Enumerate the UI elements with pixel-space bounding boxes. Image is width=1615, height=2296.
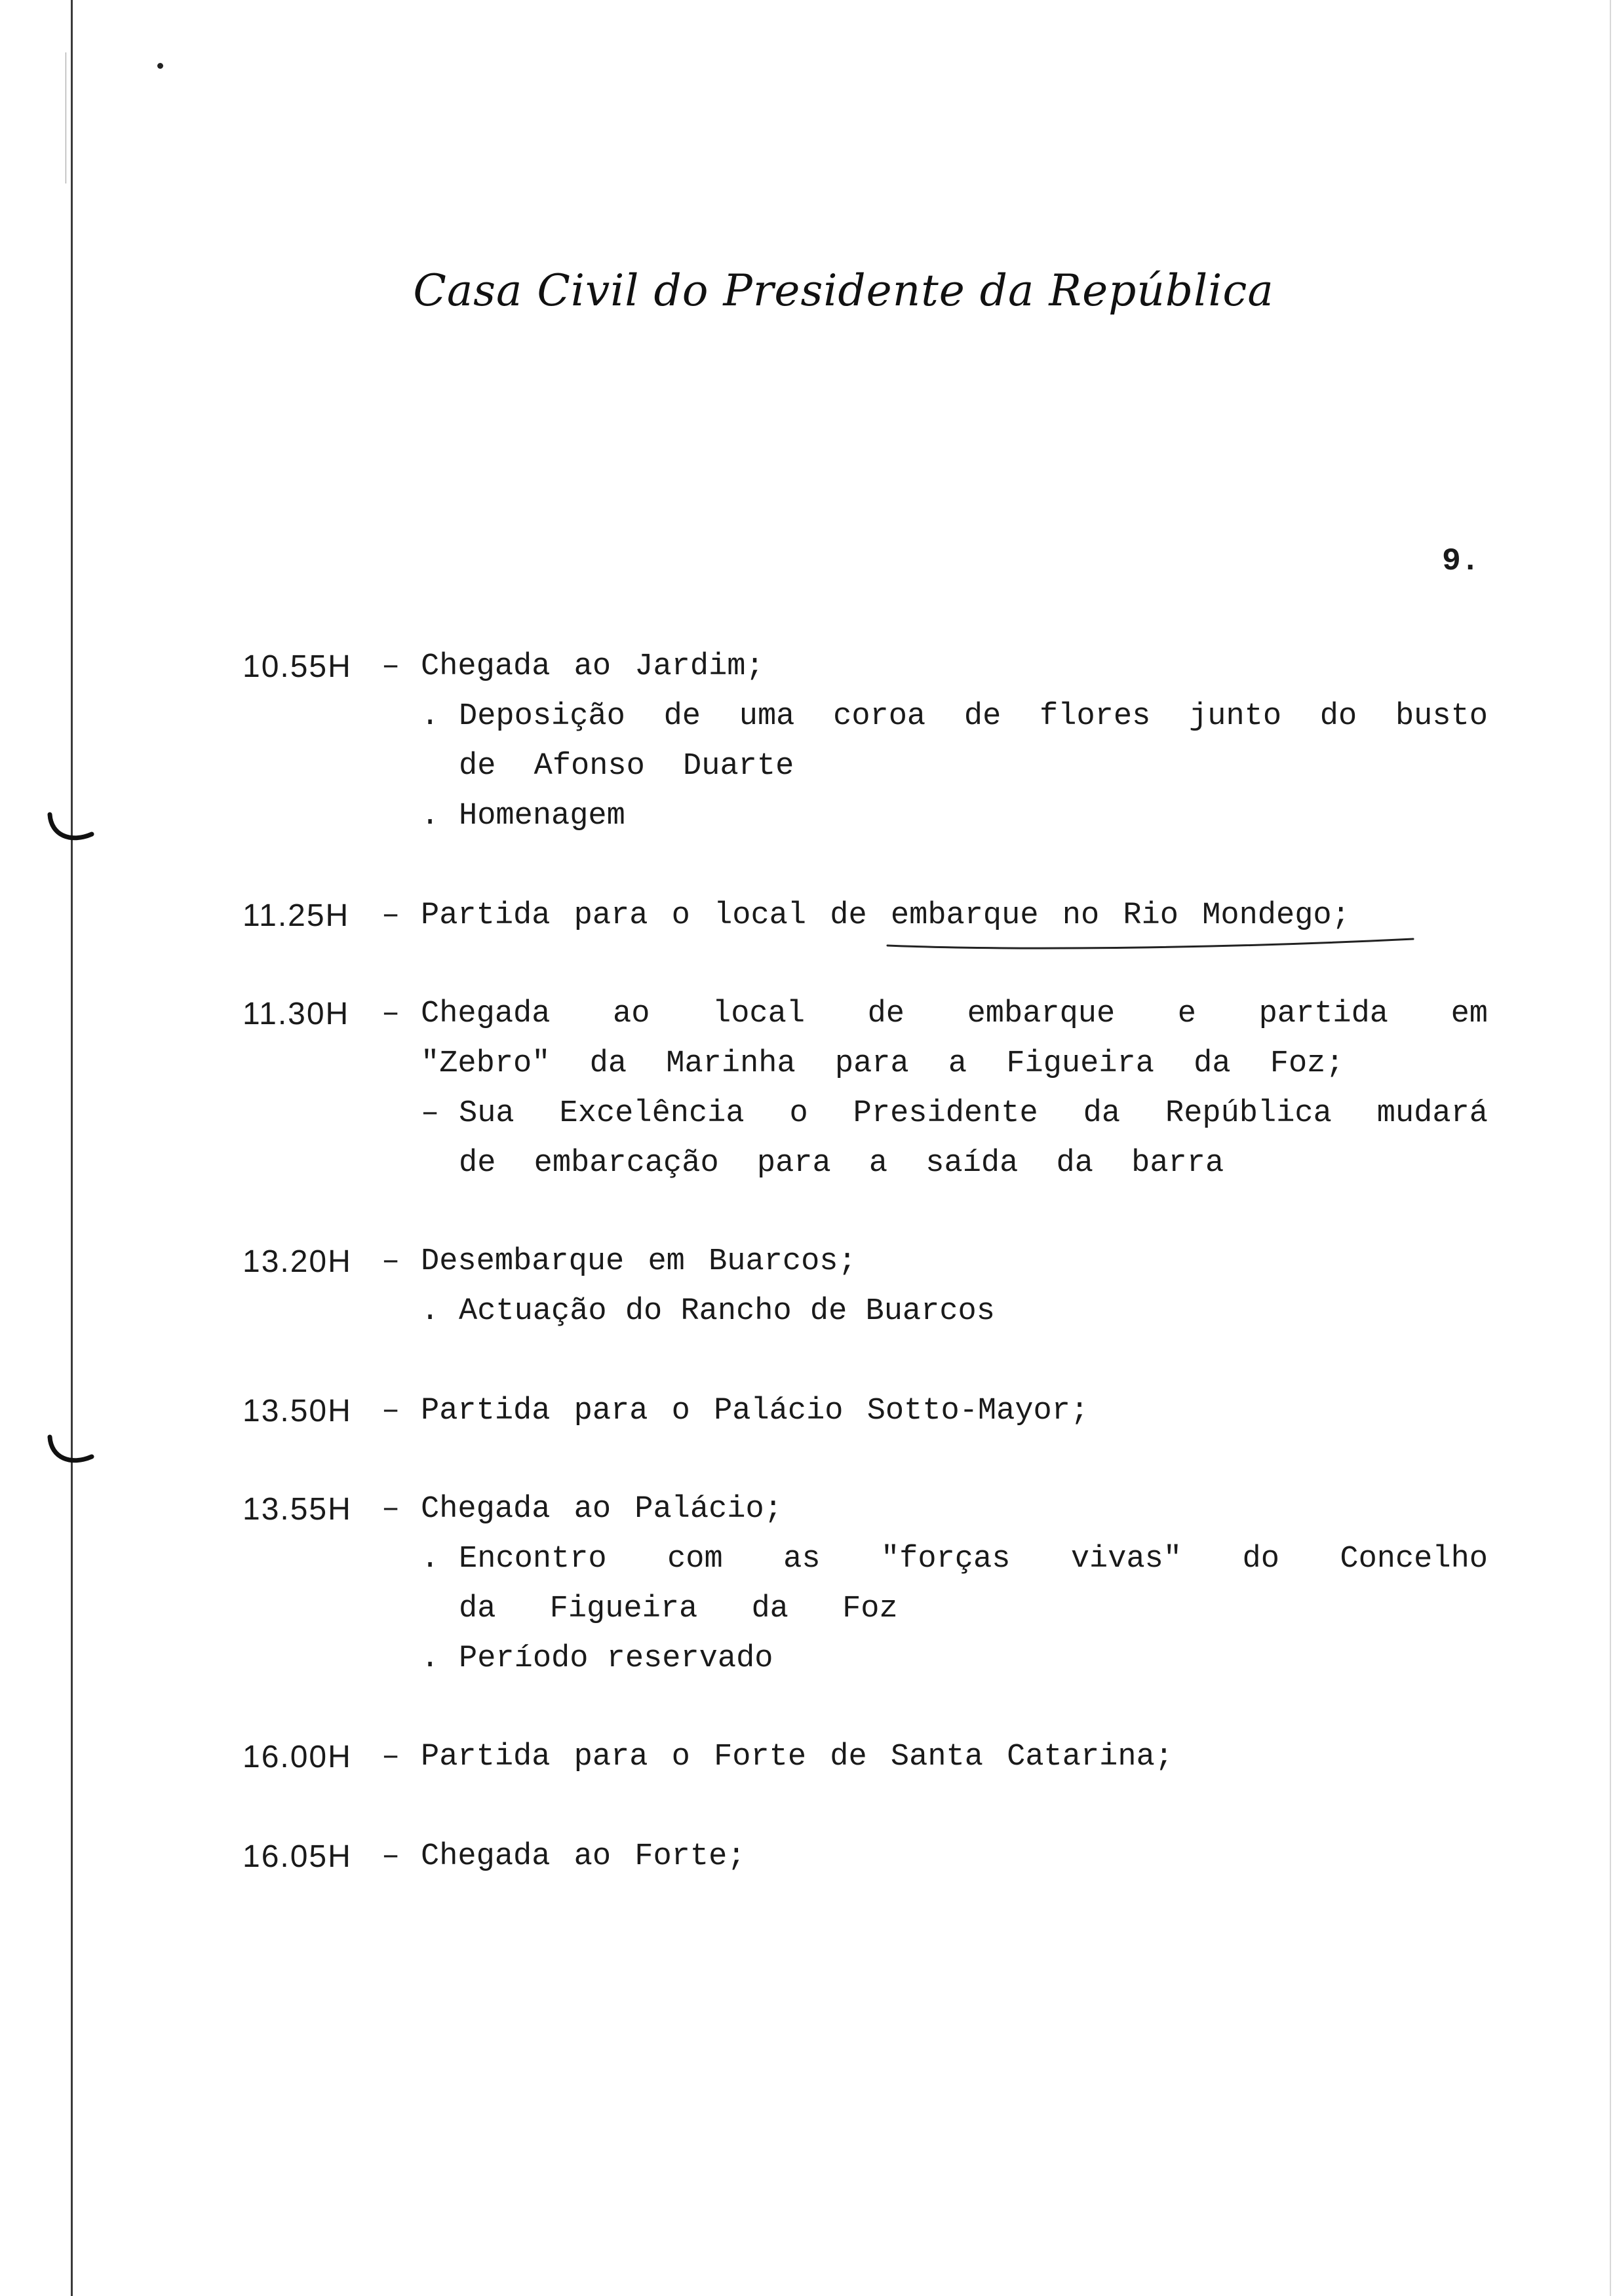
entry-dash: – (381, 1244, 400, 1279)
item-mark: . (421, 1542, 440, 1577)
ink-dot (157, 63, 163, 69)
item-mark: . (421, 699, 440, 734)
item-mark: . (421, 1294, 440, 1329)
entry-dash: – (381, 649, 400, 684)
item-text: Encontro com as "forças vivas" do Concelho da Figueira da Foz (459, 1542, 1488, 1626)
entry-dash: – (381, 1394, 400, 1428)
item-text: Homenagem (459, 799, 625, 833)
entry-text: Chegada ao Jardim; (421, 649, 764, 684)
item-text: Actuação do Rancho de Buarcos (459, 1294, 995, 1329)
entry-dash: – (381, 898, 400, 933)
entry-text: Partida para o local de embarque no Rio Mondego; (421, 898, 1350, 933)
binding-line (71, 0, 73, 2296)
entry-text: Partida para o Forte de Santa Catarina; (421, 1740, 1173, 1774)
hole-punch-mark-lower (45, 1432, 97, 1471)
entry-time: 16.00H (243, 1740, 352, 1774)
letterhead (0, 265, 1615, 316)
item-text: Período reservado (459, 1641, 773, 1676)
entry-time: 11.30H (243, 997, 350, 1031)
entry-time: 13.20H (243, 1244, 352, 1279)
entry-time: 10.55H (243, 649, 352, 684)
entry-text: Desembarque em Buarcos; (421, 1244, 857, 1279)
entry-dash: – (381, 1740, 400, 1774)
entry-dash: – (381, 1492, 400, 1527)
entry-dash: – (381, 997, 400, 1031)
item-text: Sua Excelência o Presidente da República mudará de embarcação para a saída da barra (459, 1096, 1488, 1181)
entry-text: Chegada ao Palácio; (421, 1492, 783, 1527)
page-number: 9. (1442, 544, 1480, 579)
entry-text: Chegada ao local de embarque e partida em "Zebro" da Marinha para a Figueira da Foz; (421, 997, 1528, 1081)
entry-dash: – (381, 1839, 400, 1874)
entry-time: 16.05H (243, 1839, 352, 1874)
letterhead-text: Casa Civil do Presidente da República (413, 265, 1274, 316)
hole-punch-mark-upper (45, 809, 97, 849)
item-mark: . (421, 1641, 440, 1676)
entry-time: 11.25H (243, 898, 350, 933)
handwritten-underline (885, 934, 1416, 953)
entry-time: 13.55H (243, 1492, 352, 1527)
item-text: Deposição de uma coroa de flores junto do busto de Afonso Duarte (459, 699, 1488, 784)
item-mark: – (421, 1096, 440, 1131)
entry-time: 13.50H (243, 1394, 352, 1428)
page-edge (1610, 0, 1611, 2296)
item-mark: . (421, 799, 440, 833)
entry-text: Partida para o Palácio Sotto-Mayor; (421, 1394, 1089, 1428)
entry-text: Chegada ao Forte; (421, 1839, 746, 1874)
